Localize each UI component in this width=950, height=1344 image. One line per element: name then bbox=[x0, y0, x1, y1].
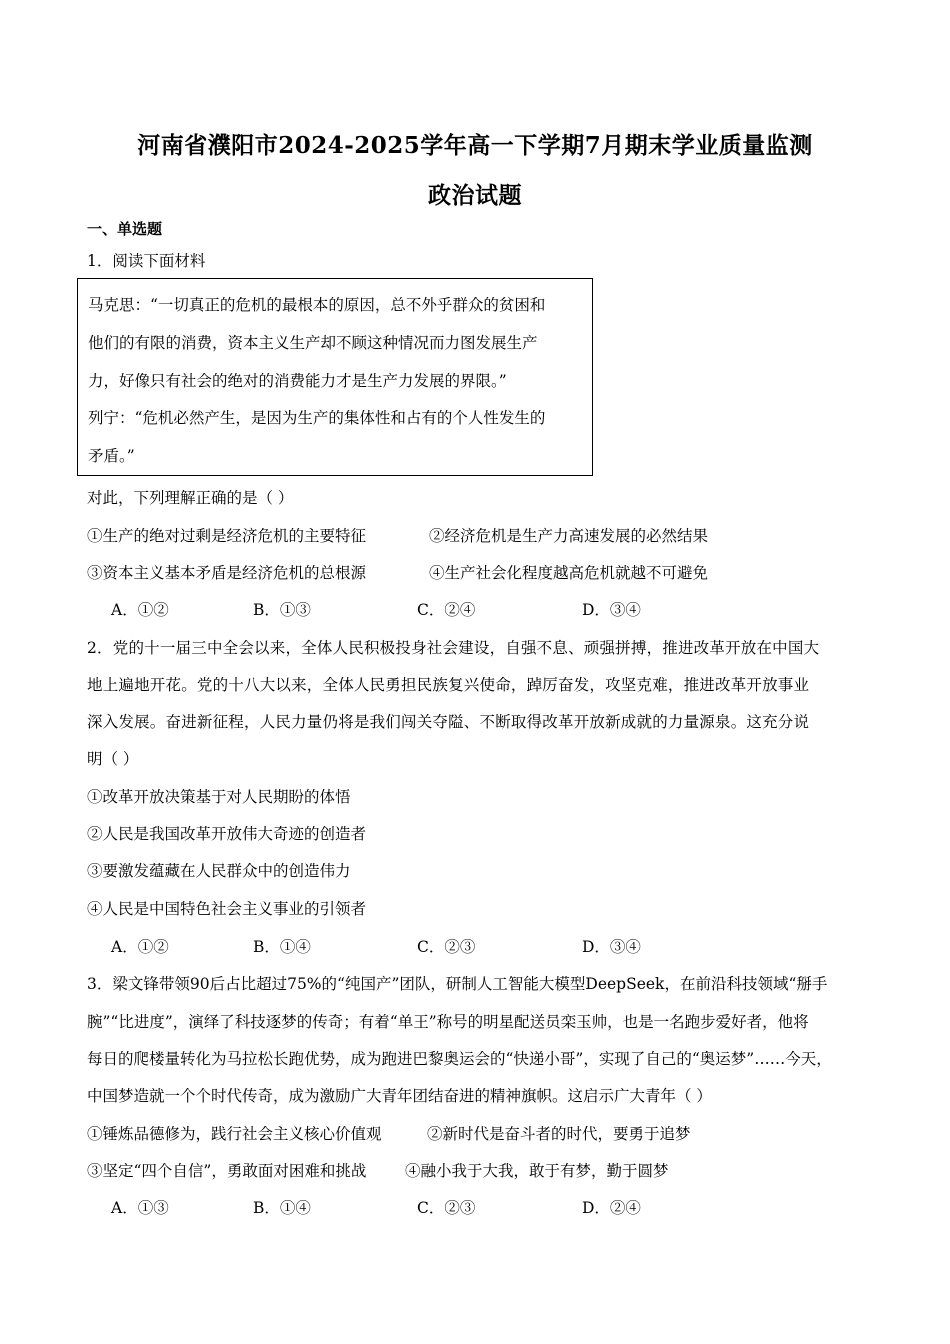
exam-subject: 政治试题 bbox=[428, 182, 522, 209]
statement-item: ②人民是我国改革开放伟大奇迹的创造者 bbox=[87, 825, 367, 843]
material-line: 矛盾。” bbox=[88, 447, 135, 465]
material-line: 马克思：“一切真正的危机的最根本的原因，总不外乎群众的贫困和 bbox=[88, 296, 546, 314]
section-heading: 一、单选题 bbox=[87, 220, 163, 238]
choice-d[interactable]: D．③④ bbox=[582, 601, 641, 619]
choice-b[interactable]: B．①③ bbox=[253, 601, 311, 619]
question-2-stem: 明（ ） bbox=[87, 750, 139, 768]
statement-item: ②经济危机是生产力高速发展的必然结果 bbox=[429, 527, 709, 545]
material-line: 列宁：“危机必然产生，是因为生产的集体性和占有的个人性发生的 bbox=[88, 409, 546, 427]
choice-a[interactable]: A．①② bbox=[111, 938, 169, 956]
choice-c[interactable]: C．②③ bbox=[417, 938, 476, 956]
statement-item: ①改革开放决策基于对人民期盼的体悟 bbox=[87, 788, 351, 806]
question-1-stem: 1．阅读下面材料 bbox=[87, 252, 206, 270]
statement-item: ④融小我于大我，敢于有梦，勤于圆梦 bbox=[405, 1162, 669, 1180]
question-3-stem: 腕”“比进度”，演绎了科技逐梦的传奇；有着“单王”称号的明星配送员栾玉帅，也是一名跑步爱好者，他将 bbox=[87, 1013, 809, 1031]
statement-item: ④生产社会化程度越高危机就越不可避免 bbox=[429, 564, 709, 582]
statement-item: ①生产的绝对过剩是经济危机的主要特征 bbox=[87, 527, 367, 545]
exam-title: 河南省濮阳市2024-2025学年高一下学期7月期末学业质量监测 bbox=[137, 132, 813, 159]
question-3-stem: 中国梦造就一个个时代传奇，成为激励广大青年团结奋进的精神旗帜。这启示广大青年（ ） bbox=[87, 1087, 712, 1105]
choice-a[interactable]: A．①③ bbox=[111, 1199, 169, 1217]
choice-d[interactable]: D．③④ bbox=[582, 938, 641, 956]
statement-item: ①锤炼品德修为，践行社会主义核心价值观 bbox=[87, 1125, 382, 1143]
choice-c[interactable]: C．②④ bbox=[417, 601, 476, 619]
statement-item: ②新时代是奋斗者的时代，要勇于追梦 bbox=[427, 1125, 691, 1143]
statement-item: ③坚定“四个自信”，勇敢面对困难和挑战 bbox=[87, 1162, 367, 1180]
choice-c[interactable]: C．②③ bbox=[417, 1199, 476, 1217]
choice-a[interactable]: A．①② bbox=[111, 601, 169, 619]
question-1-prompt: 对此，下列理解正确的是（ ） bbox=[87, 489, 294, 507]
choice-d[interactable]: D．②④ bbox=[582, 1199, 641, 1217]
statement-item: ③要激发蕴藏在人民群众中的创造伟力 bbox=[87, 862, 351, 880]
material-line: 他们的有限的消费，资本主义生产却不顾这种情况而力图发展生产 bbox=[88, 334, 538, 352]
question-2-stem: 深入发展。奋进新征程，人民力量仍将是我们闯关夺隘、不断取得改革开放新成就的力量源泉。这充分说 bbox=[87, 713, 810, 731]
material-line: 力，好像只有社会的绝对的消费能力才是生产力发展的界限。” bbox=[88, 372, 507, 390]
question-2-stem: 2．党的十一届三中全会以来，全体人民积极投身社会建设，自强不息、顽强拼搏，推进改革开放在中国大 bbox=[87, 639, 820, 657]
statement-item: ④人民是中国特色社会主义事业的引领者 bbox=[87, 900, 367, 918]
question-3-stem: 每日的爬楼量转化为马拉松长跑优势，成为跑进巴黎奥运会的“快递小哥”，实现了自己的“奥运梦”……今天， bbox=[87, 1050, 832, 1068]
question-3-stem: 3．梁文锋带领90后占比超过75%的“纯国产”团队，研制人工智能大模型DeepSeek，在前沿科技领域“掰手 bbox=[87, 975, 828, 993]
choice-b[interactable]: B．①④ bbox=[253, 1199, 311, 1217]
statement-item: ③资本主义基本矛盾是经济危机的总根源 bbox=[87, 564, 367, 582]
choice-b[interactable]: B．①④ bbox=[253, 938, 311, 956]
question-2-stem: 地上遍地开花。党的十八大以来，全体人民勇担民族复兴使命，踔厉奋发，攻坚克难，推进改革开放事业 bbox=[87, 676, 810, 694]
